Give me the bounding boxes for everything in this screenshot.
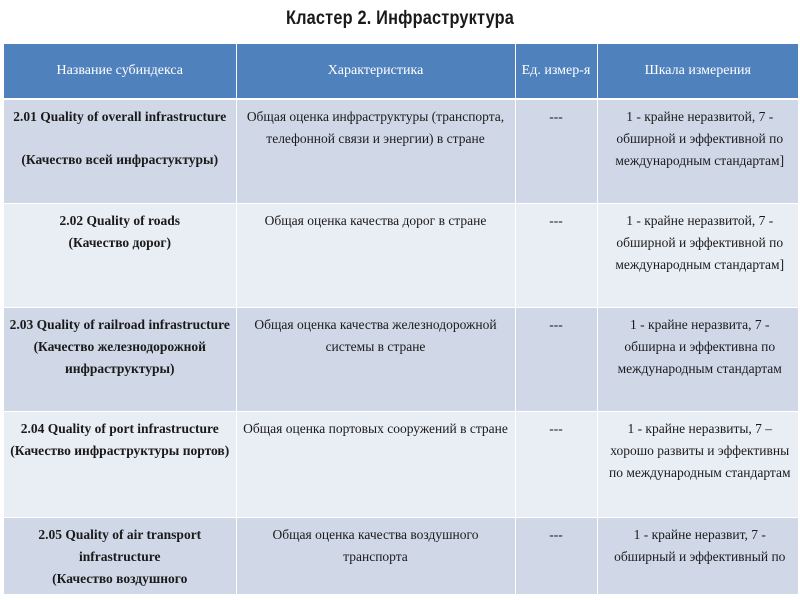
subindex-name-ru: (Качество дорог) [68, 235, 171, 250]
cell-unit: --- [515, 308, 597, 412]
cell-subindex-name [4, 518, 236, 595]
header-characteristic: Характеристика [236, 44, 515, 99]
table-header-row [4, 44, 798, 99]
cell-scale: 1 - крайне неразвит, 7 - обширный и эффективный по [597, 518, 798, 595]
table-row [4, 412, 798, 518]
table-row [4, 99, 798, 204]
subindex-name-ru: (Качество железнодорожной инфраструктуры) [33, 339, 206, 376]
subindex-name-ru: (Качество всей инфрастуктуры) [21, 152, 219, 167]
subindex-table [4, 44, 798, 595]
cell-unit: --- [515, 518, 597, 595]
subindex-name-en: 2.01 Quality of overall infrastructure [13, 109, 227, 124]
table-row [4, 308, 798, 412]
header-name: Название субиндекса [4, 44, 236, 99]
subindex-name-en: 2.02 Quality of roads [59, 213, 180, 228]
cell-scale: 1 - крайне неразвита, 7 - обширна и эффективна по международным стандартам [597, 308, 798, 412]
cell-scale: 1 - крайне неразвиты, 7 – хорошо развиты и эффективны по международным стандартам [597, 412, 798, 518]
subindex-name-en: 2.03 Quality of railroad infrastructure [9, 317, 230, 332]
header-unit: Ед. измер-я [515, 44, 597, 99]
cell-characteristic: Общая оценка качества воздушного транспорта [236, 518, 515, 595]
cell-unit: --- [515, 99, 597, 204]
header-scale: Шкала измерения [597, 44, 798, 99]
cell-unit: --- [515, 204, 597, 308]
table-row [4, 518, 798, 595]
cell-subindex-name [4, 412, 236, 518]
cell-subindex-name [4, 99, 236, 204]
cell-characteristic: Общая оценка качества дорог в стране [236, 204, 515, 308]
subindex-name-ru: (Качество воздушного [52, 571, 188, 586]
cell-unit: --- [515, 412, 597, 518]
table-row [4, 204, 798, 308]
cell-characteristic: Общая оценка портовых сооружений в стране [236, 412, 515, 518]
cell-characteristic: Общая оценка инфраструктуры (транспорта, телефонной связи и энергии) в стране [236, 99, 515, 204]
subindex-name-ru: (Качество инфраструктуры портов) [10, 443, 230, 458]
cell-subindex-name [4, 204, 236, 308]
cell-scale: 1 - крайне неразвитой, 7 - обширной и эффективной по международным стандартам] [597, 204, 798, 308]
slide-title: Кластер 2. Инфраструктура [285, 8, 515, 29]
cell-scale: 1 - крайне неразвитой, 7 - обширной и эффективной по международным стандартам] [597, 99, 798, 204]
subindex-name-en: 2.05 Quality of air transport infrastructure [38, 527, 202, 564]
cell-characteristic: Общая оценка качества железнодорожной системы в стране [236, 308, 515, 412]
subindex-name-en: 2.04 Quality of port infrastructure [20, 421, 219, 436]
cell-subindex-name [4, 308, 236, 412]
